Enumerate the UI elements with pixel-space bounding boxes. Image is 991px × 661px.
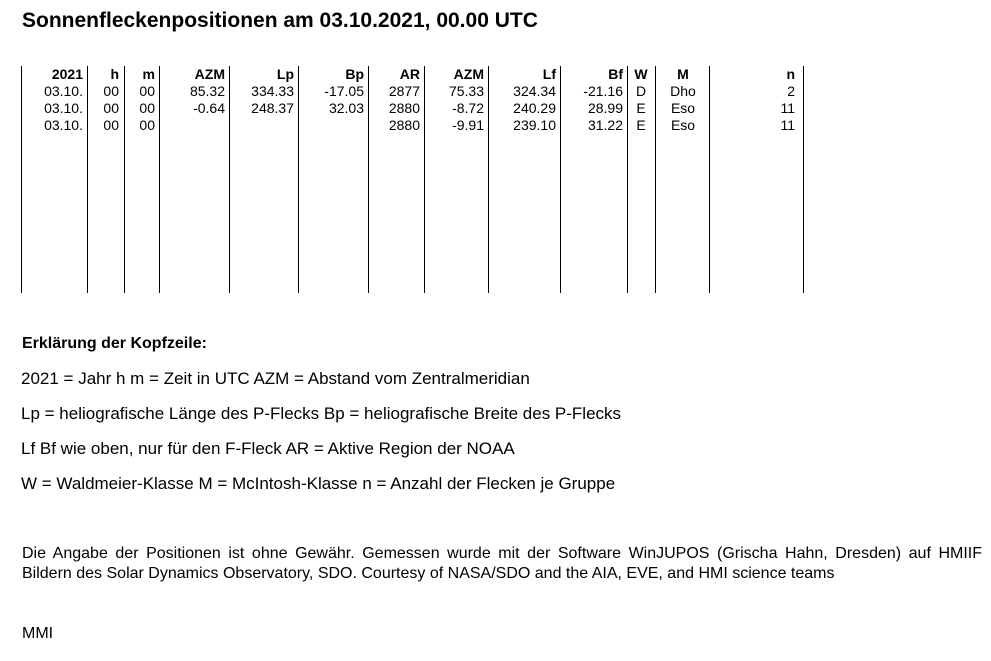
table-cell: 00 <box>139 83 155 99</box>
disclaimer-text: Die Angabe der Positionen ist ohne Gewähr. Gemessen wurde mit der Software WinJUPOS (Grischa Hahn, Dresden) auf HMIIF Bildern des Solar Dynamics Observatory, SDO. Courtesy of NASA/SDO and the AIA, EVE, and HMI science teams <box>22 545 982 582</box>
table-cell: -8.72 <box>452 100 484 116</box>
table-cell: 248.37 <box>251 100 294 116</box>
table-cell: 334.33 <box>251 83 294 99</box>
table-cell: 239.10 <box>513 117 556 133</box>
table-cell: -9.91 <box>452 117 484 133</box>
legend-heading: Erklärung der Kopfzeile: <box>22 335 207 352</box>
table-cell: 00 <box>139 100 155 116</box>
table-cell: 03.10. <box>44 83 83 99</box>
table-header-cell: Bp <box>345 66 364 82</box>
table-cell: 75.33 <box>448 83 484 99</box>
table-header-cell: AZM <box>194 66 225 82</box>
table-cell: 03.10. <box>44 117 83 133</box>
table-header-cell: h <box>110 66 119 82</box>
table-header-cell: 2021 <box>51 66 83 82</box>
table-cell: 00 <box>103 117 119 133</box>
table-cell: 32.03 <box>328 100 364 116</box>
table-cell: E <box>636 117 646 133</box>
sunspot-table <box>21 66 806 293</box>
table-cell: 2 <box>787 83 795 99</box>
table-cell: 2880 <box>388 117 420 133</box>
signature: MMI <box>22 625 54 642</box>
table-cell: D <box>635 83 647 99</box>
table-header-cell: Lf <box>542 66 556 82</box>
table-header-cell: m <box>142 66 155 82</box>
table-cell: 85.32 <box>189 83 225 99</box>
table-cell: 11 <box>780 117 795 133</box>
legend-line: W = Waldmeier-Klasse M = McIntosh-Klasse n = Anzahl der Flecken je Gruppe <box>21 474 616 493</box>
table-header-cell: M <box>677 66 689 82</box>
table-cell: 2880 <box>388 100 420 116</box>
table-cell: 03.10. <box>44 100 83 116</box>
table-cell: 240.29 <box>513 100 556 116</box>
table-cell: 00 <box>139 117 155 133</box>
table-header-cell: AR <box>399 66 420 82</box>
table-cell: Eso <box>670 117 696 133</box>
table-column-divider <box>803 66 804 293</box>
table-header-cell: n <box>786 66 795 82</box>
table-cell: 2877 <box>388 83 420 99</box>
table-cell: 324.34 <box>513 83 556 99</box>
legend-line: Lf Bf wie oben, nur für den F-Fleck AR = Aktive Region der NOAA <box>21 439 515 458</box>
table-cell: Eso <box>670 100 696 116</box>
table-header-cell: Lp <box>276 66 294 82</box>
table-cell: 28.99 <box>587 100 623 116</box>
table-cell: -17.05 <box>324 83 364 99</box>
table-header-cell: AZM <box>453 66 484 82</box>
table-cell: 31.22 <box>587 117 623 133</box>
table-cell: 00 <box>103 100 119 116</box>
table-header-cell: W <box>634 66 648 82</box>
table-cell: -21.16 <box>583 83 623 99</box>
table-cell: Dho <box>670 83 696 99</box>
page-title: Sonnenfleckenpositionen am 03.10.2021, 00.00 UTC <box>22 9 538 32</box>
table-cell: 00 <box>103 83 119 99</box>
legend-line: 2021 = Jahr h m = Zeit in UTC AZM = Abstand vom Zentralmeridian <box>21 369 530 388</box>
table-header-cell: Bf <box>608 66 623 82</box>
table-cell: 11 <box>780 100 795 116</box>
table-cell: E <box>636 100 646 116</box>
table-cell: -0.64 <box>193 100 225 116</box>
legend-line: Lp = heliografische Länge des P-Flecks Bp = heliografische Breite des P-Flecks <box>21 404 622 423</box>
